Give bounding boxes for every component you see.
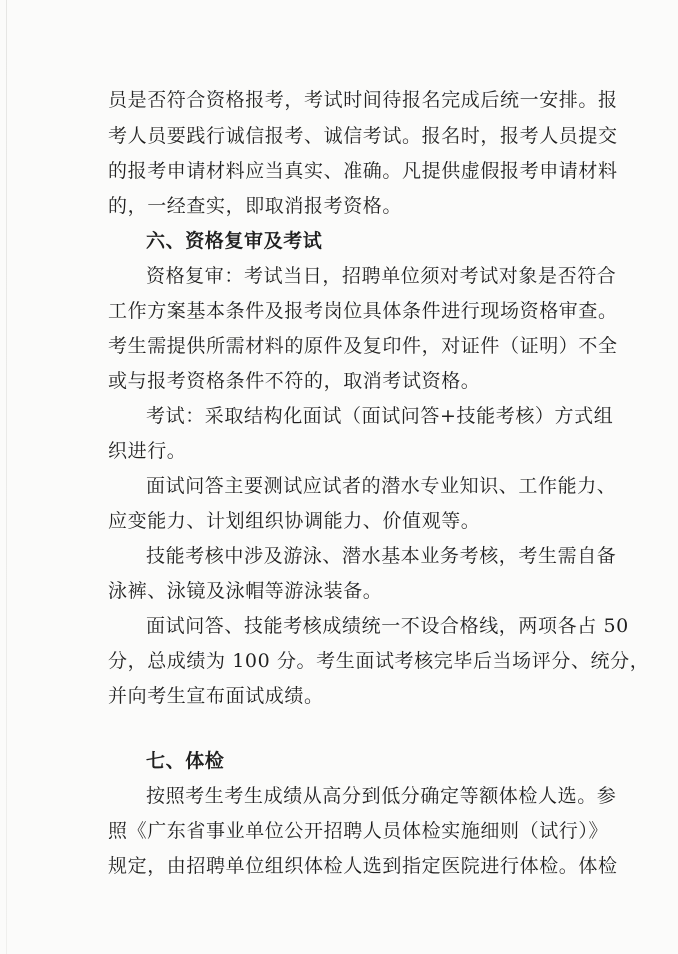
paragraph-line: 资格复审：考试当日，招聘单位须对考试对象是否符合 [146, 265, 617, 287]
scan-edge-mark [6, 0, 7, 954]
paragraph-line: 分，总成绩为 100 分。考生面试考核完毕后当场评分、统分， [108, 650, 650, 672]
paragraph-line: 织进行。 [108, 440, 187, 462]
paragraph-line: 应变能力、计划组织协调能力、价值观等。 [108, 510, 481, 532]
paragraph-line: 员是否符合资格报考，考试时间待报名完成后统一安排。报 [108, 89, 618, 111]
paragraph-line: 面试问答、技能考核成绩统一不设合格线，两项各占 50 [146, 615, 629, 637]
paragraph-line: 考试：采取结构化面试（面试问答+技能考核）方式组 [146, 405, 614, 427]
section-heading-6: 六、资格复审及考试 [146, 230, 323, 252]
paragraph-line: 按照考生考生成绩从高分到低分确定等额体检人选。参 [146, 785, 617, 807]
paragraph-line: 照《广东省事业单位公开招聘人员体检实施细则（试行）》 [108, 820, 609, 842]
paragraph-line: 技能考核中涉及游泳、潜水基本业务考核，考生需自备 [146, 545, 617, 567]
paragraph-line: 工作方案基本条件及报考岗位具体条件进行现场资格审查。 [108, 300, 618, 322]
paragraph-line: 泳裤、泳镜及泳帽等游泳装备。 [108, 580, 383, 602]
paragraph-line: 的报考申请材料应当真实、准确。凡提供虚假报考申请材料 [108, 160, 618, 182]
paragraph-line: 的，一经查实，即取消报考资格。 [108, 195, 403, 217]
paragraph-line: 或与报考资格条件不符的，取消考试资格。 [108, 370, 481, 392]
paragraph-line: 规定，由招聘单位组织体检人选到指定医院进行体检。体检 [108, 855, 618, 877]
section-heading-7: 七、体检 [146, 750, 225, 772]
paragraph-line: 面试问答主要测试应试者的潜水专业知识、工作能力、 [146, 475, 617, 497]
paragraph-line: 并向考生宣布面试成绩。 [108, 685, 324, 707]
paragraph-line: 考人员要践行诚信报考、诚信考试。报名时，报考人员提交 [108, 125, 618, 147]
paragraph-line: 考生需提供所需材料的原件及复印件，对证件（证明）不全 [108, 335, 618, 357]
